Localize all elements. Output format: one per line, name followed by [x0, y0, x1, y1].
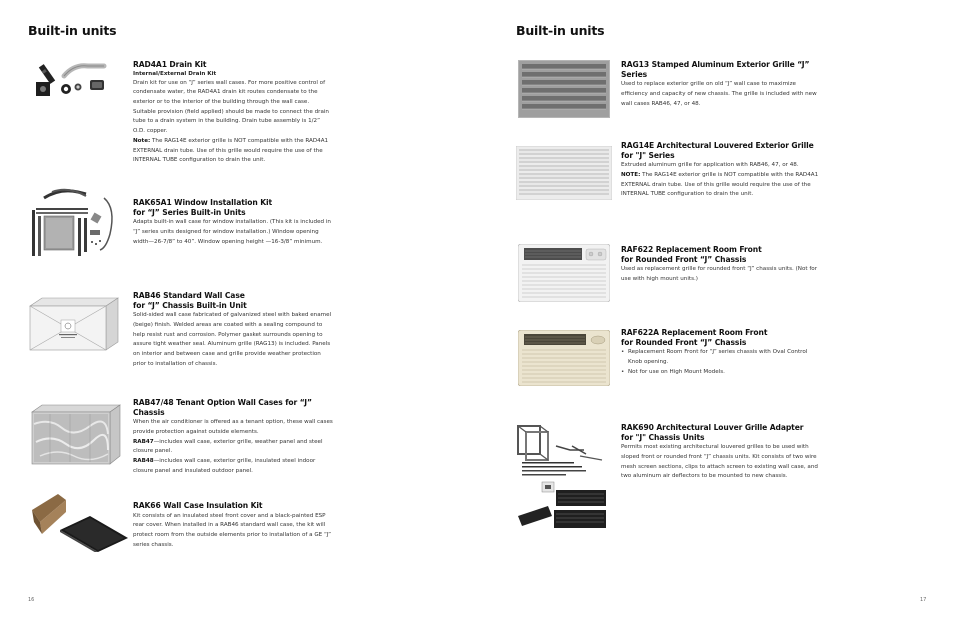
option-text: —includes wall case, exterior grille, weather panel and steel closure panel. [133, 438, 323, 455]
product-rab46 [133, 291, 333, 369]
note-text: The RAG14E exterior grille is NOT compatible with the RAD4A1 EXTERNAL drain tube. Use of this grille would require the use of the INTERNAL TUBE configuration to drain the unit. [133, 137, 329, 164]
product-description: Solid-sided wall case fabricated of galvanized steel with baked enamel (beige) finish. Welded areas are coated with a sealing compound to help resist rust and corrosion. Polymer gasket surrounds opening to assure tight weather seal. Aluminum grille (RAG13) is included. Panels on interior and between case and grille provide weather protection prior to installation of chassis. [133, 312, 332, 367]
drain-kit-image [28, 60, 120, 102]
page-title-left: Built-in units [28, 23, 117, 38]
product-title: RAG13 Stamped Aluminum Exterior Grille “J” Series [621, 60, 810, 79]
product-rak65a1 [133, 198, 333, 247]
note-label: NOTE: [621, 171, 641, 178]
product-rag13 [621, 60, 821, 109]
bullet-item: • Not for use on High Mount Models. [621, 368, 821, 378]
product-description: Kit consists of an insulated steel front cover and a black-painted ESP rear cover. When installed in a RAB46 standard wall case, the kit will protect room from the outside elements prior to installation of a GE “J” series chassis. [133, 512, 332, 548]
product-raf622a [621, 328, 821, 377]
product-raf622 [621, 245, 821, 285]
product-title: RAD4A1 Drain Kit [133, 60, 207, 69]
wall-case-image [28, 296, 120, 352]
insulation-kit-image [30, 492, 130, 552]
product-description: Permits most existing architectural louvered grilles to be used with sloped front or rounded front “J” chassis units. Kit consists of two wire mesh screen sections, clips to attach screen to existing wall case, and two aluminum air deflectors to be mounted to new chassis. [621, 444, 818, 480]
product-description: When the air conditioner is offered as a tenant option, these wall cases provide protection against outside elements. [133, 419, 333, 435]
product-bullets [621, 348, 821, 377]
note-label: Note: [133, 137, 151, 144]
product-rab47-48 [133, 398, 333, 476]
product-description: Extruded aluminum grille for application with RAB46, 47, or 48. [621, 162, 799, 169]
product-title: RAB47/48 Tenant Option Wall Cases for “J” Chassis [133, 398, 312, 417]
window-kit-image [30, 188, 122, 260]
product-description: Used as replacement grille for rounded front “J” chassis units. (Not for use with high mount units.) [621, 266, 818, 282]
product-option-rab47 [133, 438, 333, 457]
product-title: RAB46 Standard Wall Case [133, 291, 245, 300]
room-front-white-image [518, 244, 610, 302]
product-title-line2: for “J” Chassis Built-in Unit [133, 300, 247, 310]
product-title: RAF622A Replacement Room Front [621, 328, 768, 337]
page-number-left: 16 [28, 597, 35, 603]
product-rag14e [621, 141, 821, 200]
louver-adapter-kit-image [514, 424, 614, 534]
product-rak66 [133, 501, 333, 550]
product-title: RAG14E Architectural Louvered Exterior Grille [621, 141, 814, 150]
product-title-line2: for "J" Series [621, 150, 675, 160]
note-text: The RAG14E exterior grille is NOT compatible with the RAD4A1 EXTERNAL drain tube. Use of this grille would require the use of the INTERNAL TUBE configuration to drain the unit. [621, 171, 819, 198]
product-note [133, 137, 333, 166]
product-title-line2: for Rounded Front “J” Chassis [621, 254, 747, 264]
product-title: RAK66 Wall Case Insulation Kit [133, 501, 263, 510]
product-description: Drain kit for use on “J” series wall cases. For more positive control of condensate water, the RAD4A1 drain kit routes condensate to the exterior or to the interior of the building through the wall case. Suitable provision (field applied) should be made to connect the drain tube to a drain system in the building. Drain tube assembly is 1/2” O.D. copper. [133, 79, 329, 135]
bullet-item: • Replacement Room Front for “J” series chassis with Oval Control Knob opening. [621, 348, 821, 367]
louvered-grille-image [516, 146, 612, 200]
product-rad4a1 [133, 60, 333, 166]
page-title-right: Built-in units [516, 23, 605, 38]
option-text: —includes wall case, exterior grille, insulated steel indoor closure panel and insulated outdoor panel. [133, 458, 316, 474]
product-title: RAF622 Replacement Room Front [621, 245, 762, 254]
product-title-line2: for “J” Series Built-in Units [133, 207, 246, 217]
product-option-rab48 [133, 457, 333, 476]
stamped-grille-image [518, 60, 610, 118]
product-title: RAK65A1 Window Installation Kit [133, 198, 273, 207]
product-title: RAK690 Architectural Louver Grille Adapter [621, 423, 804, 432]
page-number-right: 17 [920, 597, 927, 603]
product-description: Adapts built-in wall case for window installation. (This kit is included in “J” series units designed for window installation.) Window opening width—26-7/8” to 40”. Window opening height —16-3/8” minimum. [133, 219, 331, 245]
product-note [621, 171, 821, 200]
product-description: Used to replace exterior grille on old “J” wall case to maximize efficiency and capacity of new chassis. The grille is included with new wall cases RAB46, 47, or 48. [621, 81, 817, 107]
product-title-line2: for "J" Chassis Units [621, 432, 705, 442]
room-front-beige-image [518, 330, 610, 386]
option-label: RAB47 [133, 438, 154, 445]
product-title-line2: for Rounded Front “J” Chassis [621, 337, 747, 347]
product-rak690 [621, 423, 821, 482]
option-label: RAB48 [133, 458, 154, 464]
product-subtitle: Internal/External Drain Kit [133, 70, 217, 77]
insulated-wall-case-image [30, 404, 122, 466]
